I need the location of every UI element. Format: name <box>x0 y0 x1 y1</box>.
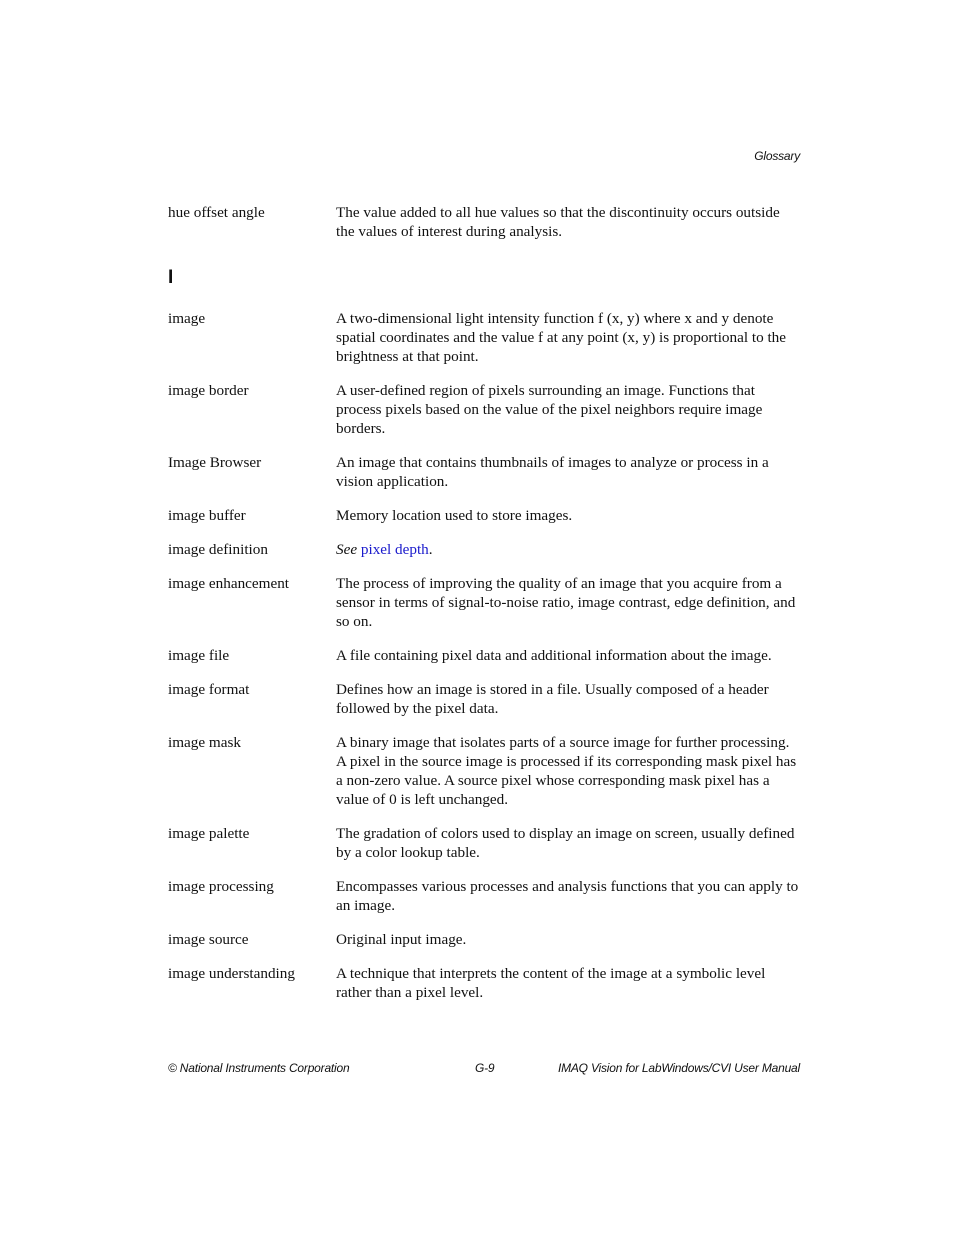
glossary-term: image processing <box>168 878 274 895</box>
running-header: Glossary <box>754 149 800 163</box>
glossary-definition: The gradation of colors used to display an image on screen, usually defined by a color lookup table. <box>336 825 795 861</box>
glossary-definition: A file containing pixel data and additional information about the image. <box>336 647 772 664</box>
definition-suffix: . <box>428 541 433 558</box>
glossary-entry <box>168 540 800 559</box>
glossary-definition: A technique that interprets the content of the image at a symbolic level rather than a pixel level. <box>336 965 766 1001</box>
glossary-entry <box>168 574 800 631</box>
glossary-term: image file <box>168 647 230 664</box>
glossary-entry <box>168 680 800 718</box>
glossary-definition: Original input image. <box>336 931 467 948</box>
glossary-entry <box>168 877 800 915</box>
footer-manual-title: IMAQ Vision for LabWindows/CVI User Manual <box>557 1061 800 1075</box>
footer-page-number: G-9 <box>475 1061 495 1075</box>
glossary-term: image enhancement <box>168 575 290 592</box>
glossary-term: image <box>168 310 206 327</box>
glossary-term: image format <box>168 681 250 698</box>
glossary-definition: The value added to all hue values so that the discontinuity occurs outside the values of interest during analysis. <box>336 204 780 240</box>
glossary-body <box>168 203 800 1017</box>
glossary-term: image mask <box>168 734 241 751</box>
cross-reference-link[interactable]: pixel depth <box>360 541 429 558</box>
glossary-entry <box>168 381 800 438</box>
glossary-entry <box>168 733 800 809</box>
glossary-entry <box>168 964 800 1002</box>
footer-copyright: © National Instruments Corporation <box>168 1061 350 1075</box>
glossary-definition: A two-dimensional light intensity function f (x, y) where x and y denote spatial coordinates and the value f at any point (x, y) is proportional to the brightness at that point. <box>336 310 787 365</box>
glossary-entry <box>168 203 800 241</box>
glossary-term: Image Browser <box>168 454 262 471</box>
glossary-definition <box>336 540 800 559</box>
glossary-definition: The process of improving the quality of an image that you acquire from a sensor in terms of signal-to-noise ratio, image contrast, edge definition, and so on. <box>336 575 796 630</box>
glossary-entry <box>168 309 800 366</box>
glossary-definition: Defines how an image is stored in a file. Usually composed of a header followed by the pixel data. <box>336 681 769 717</box>
glossary-definition: Memory location used to store images. <box>336 507 573 524</box>
section-letter: I <box>168 267 174 288</box>
glossary-term: image buffer <box>168 507 246 524</box>
glossary-definition: An image that contains thumbnails of images to analyze or process in a vision application. <box>336 454 769 490</box>
glossary-definition: A user-defined region of pixels surrounding an image. Functions that process pixels based on the value of the pixel neighbors require image borders. <box>336 382 763 437</box>
glossary-entry <box>168 930 800 949</box>
glossary-entry <box>168 646 800 665</box>
glossary-term: image source <box>168 931 249 948</box>
glossary-term: hue offset angle <box>168 204 265 221</box>
glossary-entry <box>168 453 800 491</box>
glossary-entry <box>168 506 800 525</box>
glossary-term: image definition <box>168 541 268 558</box>
glossary-definition: Encompasses various processes and analysis functions that you can apply to an image. <box>336 878 799 914</box>
glossary-term: image understanding <box>168 965 295 982</box>
glossary-entry <box>168 824 800 862</box>
glossary-term: image palette <box>168 825 250 842</box>
glossary-term: image border <box>168 382 249 399</box>
glossary-definition: A binary image that isolates parts of a source image for further processing. A pixel in the source image is processed if its corresponding mask pixel has a non-zero value. A source pixel whose corresponding mask pixel has a value of 0 is left unchanged. <box>336 734 797 808</box>
see-label: See <box>336 541 358 558</box>
